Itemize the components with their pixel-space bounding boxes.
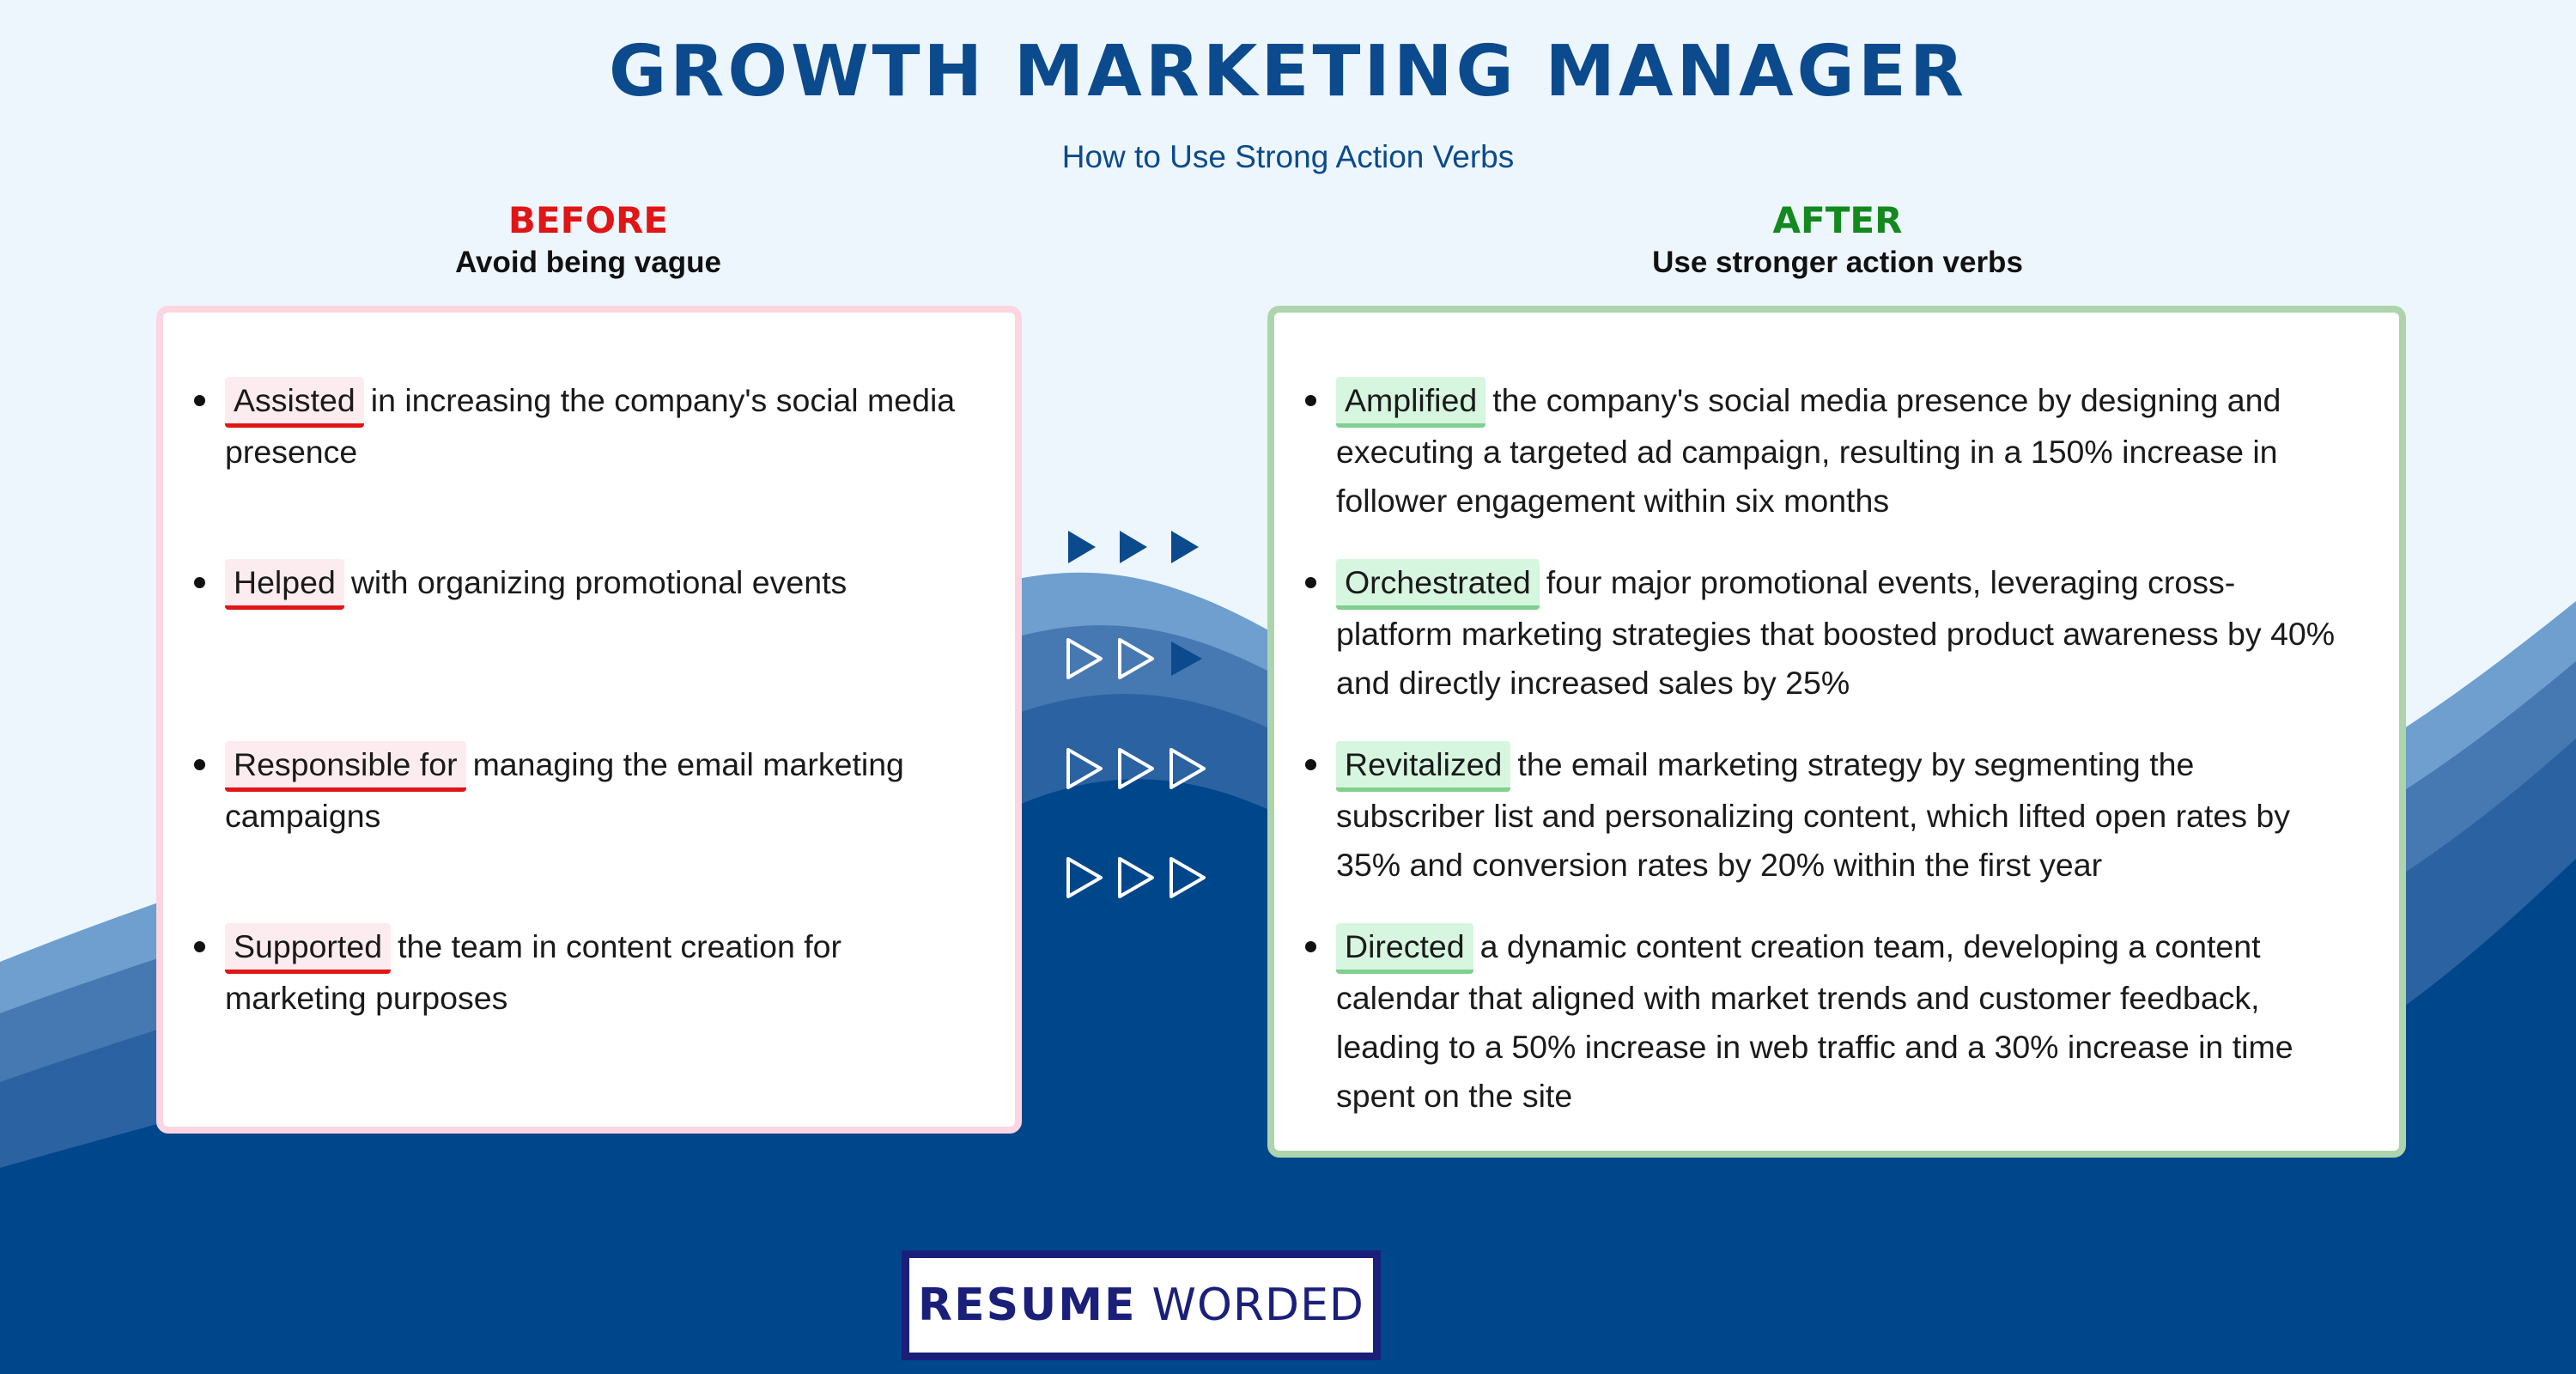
after-item bbox=[1336, 376, 2349, 526]
weak-verb: Assisted bbox=[225, 377, 364, 428]
strong-verb: Amplified bbox=[1336, 377, 1485, 428]
strong-verb: Revitalized bbox=[1336, 741, 1510, 792]
after-header bbox=[1271, 198, 2404, 282]
logo-strong-text: RESUME bbox=[918, 1280, 1137, 1331]
after-item bbox=[1336, 558, 2349, 708]
after-item-text: the company's social media presence by designing and executing a targeted ad campaign, resulting in a 150% increase in follower engagement within six months bbox=[1336, 382, 2281, 519]
play-arrow-icon bbox=[1171, 641, 1202, 676]
before-item-text: managing the email marketing campaigns bbox=[225, 746, 904, 834]
after-item bbox=[1336, 922, 2349, 1121]
weak-verb: Supported bbox=[225, 923, 391, 974]
before-item-text: in increasing the company's social media presence bbox=[225, 382, 956, 470]
logo-light-text: WORDED bbox=[1151, 1280, 1364, 1331]
weak-verb: Responsible for bbox=[225, 741, 466, 792]
strong-verb: Directed bbox=[1336, 923, 1473, 974]
resume-worded-logo bbox=[902, 1250, 1381, 1360]
before-item-text: with organizing promotional events bbox=[350, 564, 848, 600]
before-item bbox=[225, 558, 981, 610]
before-sublabel: Avoid being vague bbox=[455, 246, 721, 279]
arrows-graphic bbox=[1058, 515, 1230, 910]
page-subtitle: How to Use Strong Action Verbs bbox=[1061, 139, 1515, 174]
after-item-text: the email marketing strategy by segmenting the subscriber list and personalizing content, which lifted open rates by 35% and conversion rates by 20% within the first year bbox=[1336, 746, 2291, 883]
before-panel bbox=[156, 306, 1022, 1134]
play-arrow-icon bbox=[1068, 531, 1199, 563]
page-title: GROWTH MARKETING MANAGER bbox=[608, 31, 1967, 112]
after-item-text: a dynamic content creation team, developing a content calendar that aligned with market trends and customer feedback, leading to a 50% increase in web traffic and a 30% increase in time spent on the site bbox=[1336, 928, 2293, 1114]
play-arrow-outline-icon bbox=[1068, 640, 1204, 897]
strong-verb: Orchestrated bbox=[1336, 559, 1540, 610]
after-panel bbox=[1267, 306, 2406, 1158]
after-item-text: four major promotional events, leveraging cross-platform marketing strategies that boosted product awareness by 40% and directly increased sales by 25% bbox=[1336, 564, 2336, 701]
before-item bbox=[225, 376, 981, 477]
after-label: AFTER bbox=[1772, 199, 1903, 241]
before-header bbox=[159, 198, 1018, 282]
before-item-text: the team in content creation for marketing purposes bbox=[225, 928, 842, 1016]
after-item bbox=[1336, 740, 2349, 890]
before-item bbox=[225, 740, 981, 841]
before-item bbox=[225, 922, 981, 1023]
weak-verb: Helped bbox=[225, 559, 344, 610]
after-sublabel: Use stronger action verbs bbox=[1652, 246, 2023, 279]
before-label: BEFORE bbox=[507, 199, 669, 241]
